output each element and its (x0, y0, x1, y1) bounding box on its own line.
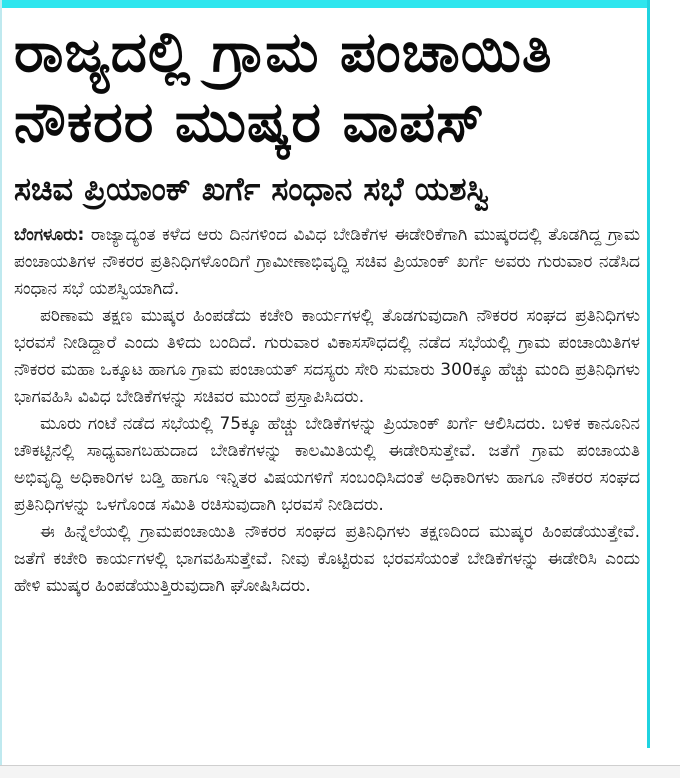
dateline: ಬೆಂಗಳೂರು: (14, 225, 85, 245)
article-body (14, 222, 640, 600)
headline-line-2: ನೌಕರರ ಮುಷ್ಕರ ವಾಪಸ್ (14, 90, 485, 155)
clipping-top-bar (0, 0, 650, 8)
paragraph-4: ಈ ಹಿನ್ನೆಲೆಯಲ್ಲಿ ಗ್ರಾಮಪಂಚಾಯಿತಿ ನೌಕರರ ಸಂಘದ ಪ್ರತಿನಿಧಿಗಳು ತಕ್ಷಣದಿಂದ ಮುಷ್ಕರ ಹಿಂಪಡೆಯುತ್ತೇವೆ. ಜತೆಗೆ ಕಚೇರಿ ಕಾರ್ಯಗಳಲ್ಲಿ ಭಾಗವಹಿಸುತ್ತೇವೆ. ನೀವು ಕೊಟ್ಟಿರುವ ಭರವಸೆಯಂತೆ ಬೇಡಿಕೆಗಳನ್ನು ಈಡೇರಿಸಿ ಎಂದು ಹೇಳಿ ಮುಷ್ಕರ ಹಿಂಪಡೆಯುತ್ತಿರುವುದಾಗಿ ಘೋಷಿಸಿದರು. (14, 522, 640, 596)
paragraph-3: ಮೂರು ಗಂಟೆ ನಡೆದ ಸಭೆಯಲ್ಲಿ 75ಕ್ಕೂ ಹೆಚ್ಚು ಬೇಡಿಕೆಗಳನ್ನು ಪ್ರಿಯಾಂಕ್ ಖರ್ಗೆ ಆಲಿಸಿದರು. ಬಳಿಕ ಕಾನೂನಿನ ಚೌಕಟ್ಟಿನಲ್ಲಿ ಸಾಧ್ಯವಾಗಬಹುದಾದ ಬೇಡಿಕೆಗಳನ್ನು ಕಾಲಮಿತಿಯಲ್ಲಿ ಈಡೇರಿಸುತ್ತೇವೆ. ಜತೆಗೆ ಗ್ರಾಮ ಪಂಚಾಯತಿ ಅಭಿವೃದ್ಧಿ ಅಧಿಕಾರಿಗಳ ಬಡ್ತಿ ಹಾಗೂ ಇನ್ನಿತರ ವಿಷಯಗಳಿಗೆ ಸಂಬಂಧಿಸಿದಂತೆ ಅಧಿಕಾರಿಗಳು ಹಾಗೂ ನೌಕರರ ಸಂಘದ ಪ್ರತಿನಿಧಿಗಳನ್ನು ಒಳಗೊಂಡ ಸಮಿತಿ ರಚಿಸುವುದಾಗಿ ಭರವಸೆ ನೀಡಿದರು. (14, 414, 640, 515)
clipping-left-edge (0, 0, 2, 765)
headline-line-1: ರಾಜ್ಯದಲ್ಲಿ ಗ್ರಾಮ ಪಂಚಾಯಿತಿ (14, 20, 553, 85)
paragraph-1-text: ರಾಜ್ಯಾದ್ಯಂತ ಕಳೆದ ಆರು ದಿನಗಳಿಂದ ವಿವಿಧ ಬೇಡಿಕೆಗಳ ಈಡೇರಿಕೆಗಾಗಿ ಮುಷ್ಕರದಲ್ಲಿ ತೊಡಗಿದ್ದ ಗ್ರಾಮ ಪಂಚಾಯತಿಗಳ ನೌಕರರ ಪ್ರತಿನಿಧಿಗಳೊಂದಿಗೆ ಗ್ರಾಮೀಣಾಭಿವೃದ್ಧಿ ಸಚಿವ ಪ್ರಿಯಾಂಕ್ ಖರ್ಗೆ ಅವರು ಗುರುವಾರ ನಡೆಸಿದ ಸಂಧಾನ ಸಭೆ ಯಶಸ್ವಿಯಾಗಿದೆ. (14, 225, 640, 299)
subheadline: ಸಚಿವ ಪ್ರಿಯಾಂಕ್ ಖರ್ಗೆ ಸಂಧಾನ ಸಭೆ ಯಶಸ್ವಿ (14, 170, 490, 208)
news-clipping (14, 18, 640, 600)
page-gap-strip (0, 765, 680, 778)
paragraph-2: ಪರಿಣಾಮ ತಕ್ಷಣ ಮುಷ್ಕರ ಹಿಂಪಡೆದು ಕಚೇರಿ ಕಾರ್ಯಗಳಲ್ಲಿ ತೊಡಗುವುದಾಗಿ ನೌಕರರ ಸಂಘದ ಪ್ರತಿನಿಧಿಗಳು ಭರವಸೆ ನೀಡಿದ್ದಾರೆ ಎಂದು ತಿಳಿದು ಬಂದಿದೆ. ಗುರುವಾರ ವಿಕಾಸಸೌಧದಲ್ಲಿ ನಡೆದ ಸಭೆಯಲ್ಲಿ ಗ್ರಾಮ ಪಂಚಾಯಿತಿಗಳ ನೌಕರರ ಮಹಾ ಒಕ್ಕೂಟ ಹಾಗೂ ಗ್ರಾಮ ಪಂಚಾಯತ್ ಸದಸ್ಯರು ಸೇರಿ ಸುಮಾರು 300ಕ್ಕೂ ಹೆಚ್ಚು ಮಂದಿ ಪ್ರತಿನಿಧಿಗಳು ಭಾಗವಹಿಸಿ ವಿವಿಧ ಬೇಡಿಕೆಗಳನ್ನು ಸಚಿವರ ಮುಂದೆ ಪ್ರಸ್ತಾಪಿಸಿದರು. (14, 306, 640, 407)
clipping-right-border (647, 0, 650, 748)
paragraph-1 (14, 222, 640, 303)
headline (14, 18, 640, 158)
